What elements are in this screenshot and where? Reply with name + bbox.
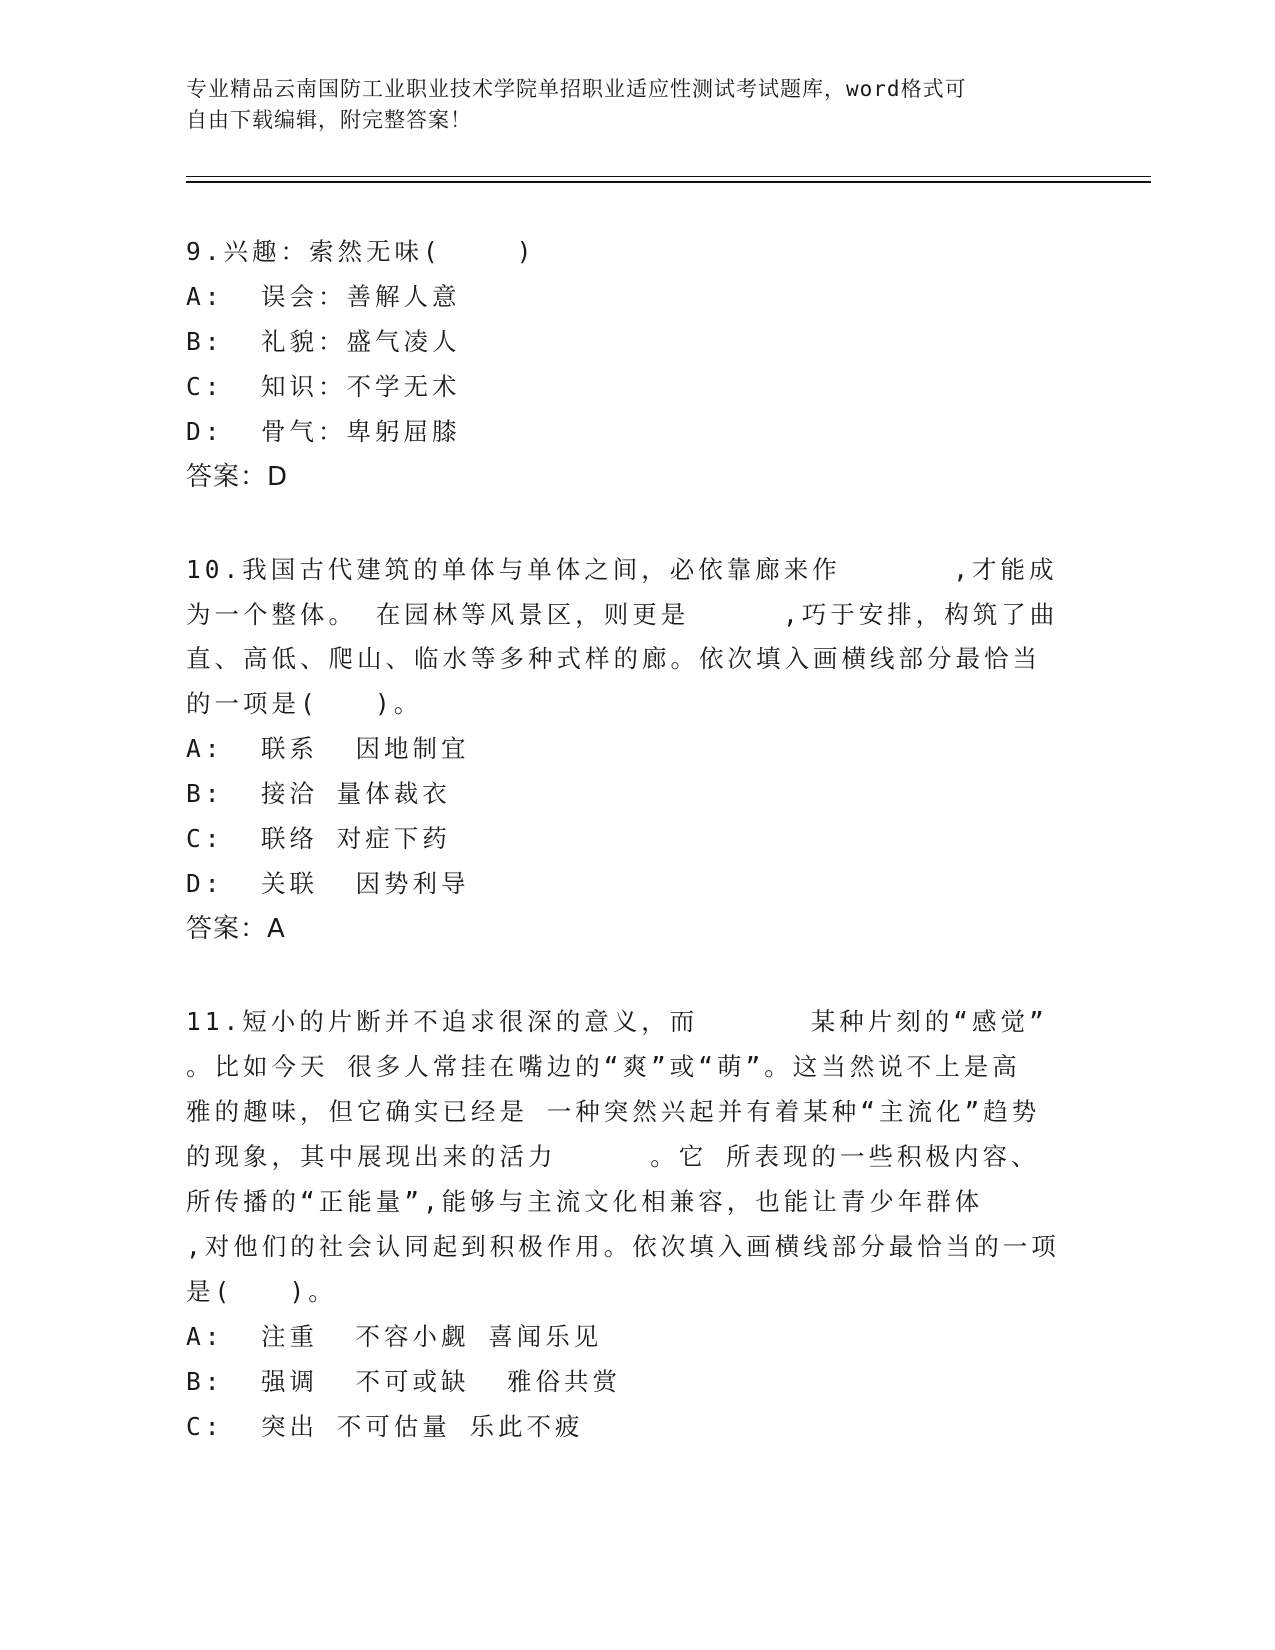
- header-line-2: 自由下载编辑，附完整答案！: [186, 108, 472, 132]
- question-10-stem-line-2: 为一个整体。 在园林等风景区，则更是 ,巧于安排，构筑了曲: [186, 600, 1059, 629]
- question-11-stem-line-1: 11.短小的片断并不追求很深的意义，而 某种片刻的“感觉”: [186, 1007, 1048, 1036]
- question-9-option-c: C: 知识：不学无术: [186, 372, 461, 401]
- question-10-answer: 答案：A: [186, 914, 286, 944]
- header-line-1: 专业精品云南国防工业职业技术学院单招职业适应性测试考试题库，word格式可: [186, 77, 967, 101]
- question-11-option-a: A: 注重 不容小觑 喜闻乐见: [186, 1322, 603, 1351]
- question-11-stem-line-5: 所传播的“正能量”,能够与主流文化相兼容，也能让青少年群体: [186, 1187, 984, 1216]
- question-10-stem-line-3: 直、高低、爬山、临水等多种式样的廊。依次填入画横线部分最恰当: [186, 644, 1041, 673]
- header-divider-thin: [186, 176, 1151, 177]
- question-10-option-d: D: 关联 因势利导: [186, 869, 470, 898]
- question-11-stem-line-6: ,对他们的社会认同起到积极作用。依次填入画横线部分最恰当的一项: [186, 1232, 1060, 1261]
- question-11-stem-line-4: 的现象，其中展现出来的活力 。它 所表现的一些积极内容、: [186, 1142, 1040, 1171]
- question-9-option-b: B: 礼貌：盛气凌人: [186, 327, 461, 356]
- question-11-stem-line-7: 是( )。: [186, 1277, 337, 1306]
- question-11-option-b: B: 强调 不可或缺 雅俗共赏: [186, 1367, 622, 1396]
- document-header: [186, 74, 1086, 136]
- question-11-stem-line-2: 。比如今天 很多人常挂在嘴边的“爽”或“萌”。这当然说不上是高: [186, 1052, 1021, 1081]
- question-10-stem-line-4: 的一项是( )。: [186, 689, 423, 718]
- question-10-option-a: A: 联系 因地制宜: [186, 734, 470, 763]
- question-11-stem-line-3: 雅的趣味，但它确实已经是 一种突然兴起并有着某种“主流化”趋势: [186, 1097, 1041, 1126]
- question-11-option-c: C: 突出 不可估量 乐此不疲: [186, 1412, 584, 1441]
- header-divider-thick: [186, 181, 1151, 183]
- question-10-stem-line-1: 10.我国古代建筑的单体与单体之间，必依靠廊来作 ,才能成: [186, 555, 1058, 584]
- question-9-option-d: D: 骨气：卑躬屈膝: [186, 417, 461, 446]
- question-9-stem: 9.兴趣：索然无味( ): [186, 237, 536, 266]
- question-10-option-c: C: 联络 对症下药: [186, 824, 451, 853]
- question-9-answer: 答案：D: [186, 462, 289, 492]
- question-10-option-b: B: 接洽 量体裁衣: [186, 779, 451, 808]
- question-9-option-a: A: 误会：善解人意: [186, 282, 461, 311]
